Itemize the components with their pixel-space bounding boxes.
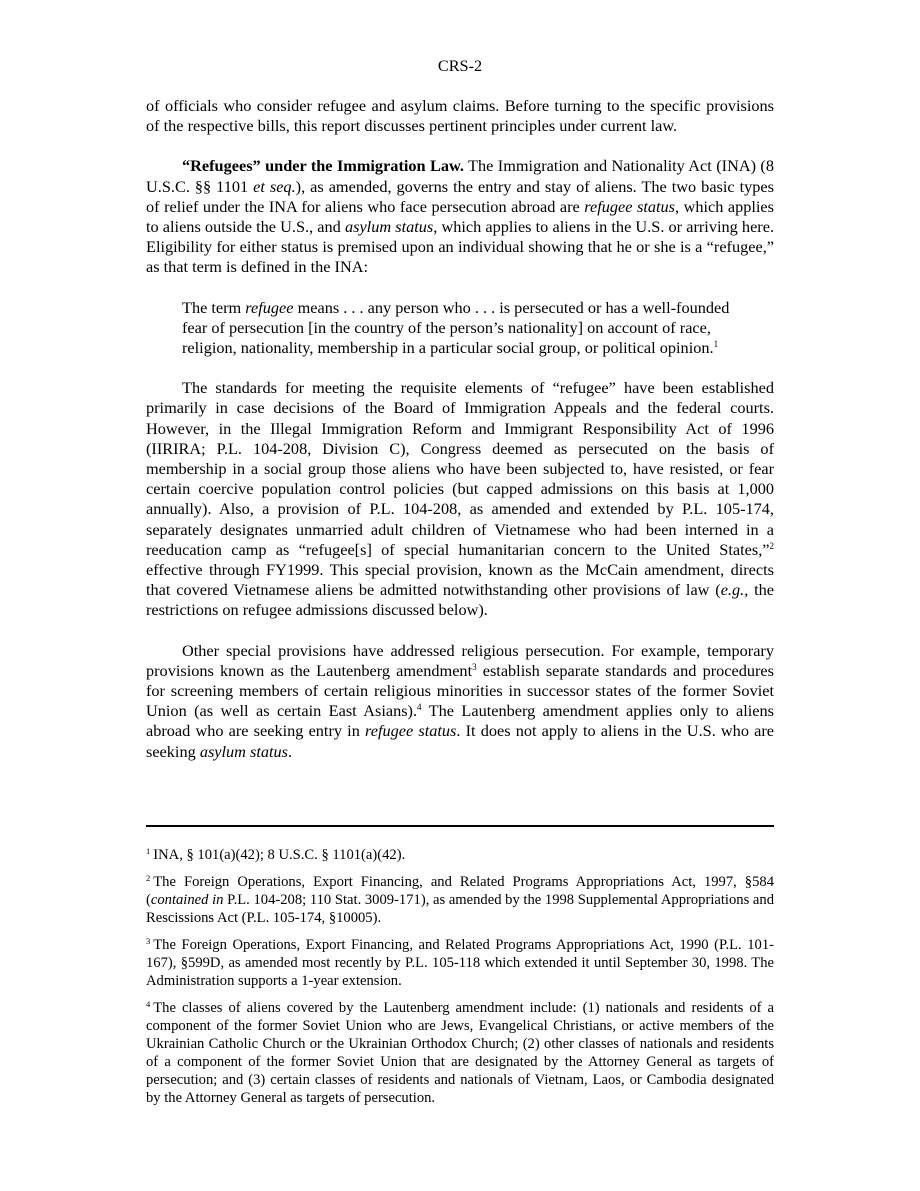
paragraph-refugees-definition: “Refugees” under the Immigration Law. The Immigration and Nationality Act (INA) (8 U.S.C. §§ 1101 et seq.), as amended, governs the entry and stay of aliens. The two basic types of relief under the INA for aliens who face persecution abroad are refugee status, which applies to aliens outside the U.S., and asylum status, which applies to aliens in the U.S. or arriving here. Eligibility for either status is premised upon an individual showing that he or she is a “refugee,” as that term is defined in the INA: (146, 156, 775, 277)
footnote-ref-4[interactable]: 4 (417, 702, 422, 713)
section-heading: “Refugees” under the Immigration Law. (182, 156, 464, 176)
footnote-3: $^3$ The Foreign Operations, Export Financing, and Related Programs Appropriations Act, 1990 (P.L. 101-167), §599D, as amended most recently by P.L. 105-118 which extended it until September 30, 1998. The Administration supports a 1-year extension. (146, 936, 774, 989)
footnote-ref-1[interactable]: 1 (713, 339, 719, 350)
block-quote: The term refugee means . . . any person who . . . is persecuted or has a well-founded fear of persecution [in the country of the person’s nationality] on account of race, religion, nationality, membership in a particular social group, or political opinion.$^1$ (182, 297, 730, 358)
footnote-2: $^2$ The Foreign Operations, Export Financing, and Related Programs Appropriations Act, 1997, §584 (contained in P.L. 104-208; 110 Stat. 3009-171), as amended by the 1998 Supplemental Appropriations and Rescissions Act (P.L. 105-174, §10005). (146, 873, 774, 926)
footnote-ref-2[interactable]: 2 (769, 540, 774, 551)
paragraph-intro: of officials who consider refugee and asylum claims. Before turning to the specific provisions of the respective bills, this report discusses pertinent principles under current law. (146, 96, 774, 136)
page-label: CRS-2 (437, 56, 483, 75)
footnote-ref-3[interactable]: 3 (472, 661, 477, 672)
footnote-4: $^4$ The classes of aliens covered by the Lautenberg amendment include: (1) nationals and residents of a component of the former Soviet Union who are Jews, Evangelical Christians, or active members of the Ukrainian Catholic Church or the Ukrainian Orthodox Church; (2) other classes of nationals and residents of a component of the former Soviet Union that are designated by the Attorney General as targets of persecution; and (3) certain classes of residents and nationals of Vietnam, Laos, or Cambodia designated by the Attorney General as targets of persecution. (146, 999, 774, 1106)
paragraph-standards: The standards for meeting the requisite elements of “refugee” have been established primarily in case decisions of the Board of Immigration Appeals and the federal courts. However, in the Illegal Immigration Reform and Immigrant Responsibility Act of 1996 (IIRIRA; P.L. 104-208, Division C), Congress deemed as persecuted on the basis of membership in a social group those aliens who have been subjected to, have resisted, or fear certain coercive population control policies (but capped admissions on this basis at 1,000 annually). Also, a provision of P.L. 104-208, as amended and extended by P.L. 105-174, separately designates unmarried adult children of Vietnamese who had been interned in a reeducation camp as “refugee[s] of special humanitarian concern to the United States,”$^2$ effective through FY1999. This special provision, known as the McCain amendment, directs that covered Vietnamese aliens be admitted notwithstanding other provisions of law (e.g., the restrictions on refugee admissions discussed below). (146, 378, 775, 620)
footnote-1: $^1$ INA, § 101(a)(42); 8 U.S.C. § 1101(a)(42). (146, 846, 406, 863)
footnote-divider (146, 825, 774, 827)
footnotes-section (146, 846, 774, 1116)
page-header (0, 56, 920, 76)
main-text (146, 96, 774, 762)
paragraph-religious-persecution: Other special provisions have addressed religious persecution. For example, temporary provisions known as the Lautenberg amendment$^3$ establish separate standards and procedures for screening members of certain religious minorities in successor states of the former Soviet Union (as well as certain East Asians).$^4$ The Lautenberg amendment applies only to aliens abroad who are seeking entry in refugee status. It does not apply to aliens in the U.S. who are seeking asylum status. (146, 640, 774, 761)
